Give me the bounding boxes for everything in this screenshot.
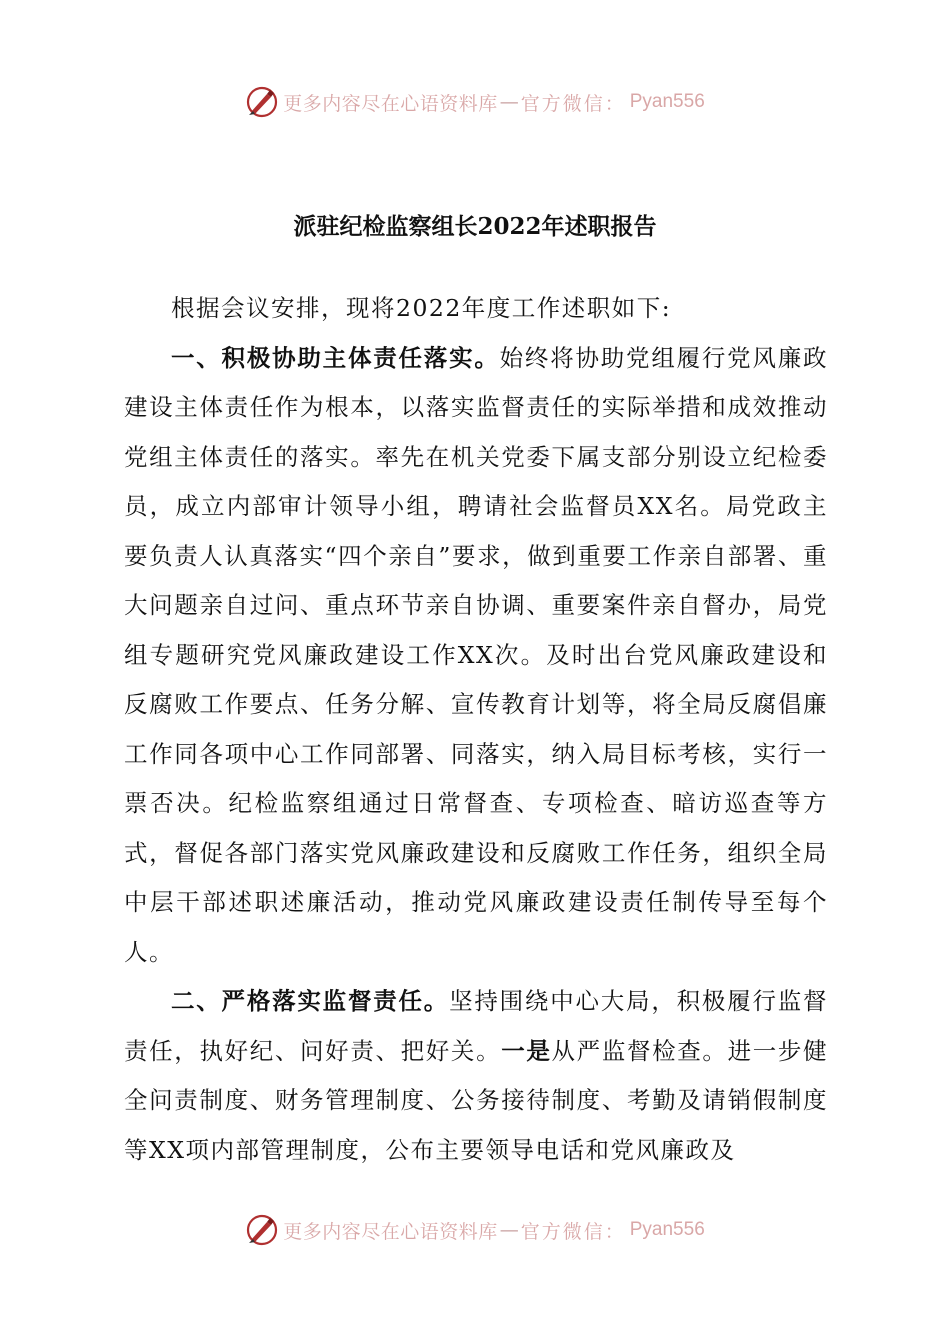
watermark-site-text: 更多内容尽在心语资料库 <box>283 1220 498 1243</box>
section2-body-a: 坚持围绕中心大局，积极履行监督责任，执好纪、问好责、把好关。 <box>124 987 829 1065</box>
watermark-site-text: 更多内容尽在心语资料库 <box>283 92 498 115</box>
watermark-dash: — <box>499 1219 519 1241</box>
document-body <box>124 284 828 1175</box>
section2-heading: 二、严格落实监督责任。 <box>171 987 450 1015</box>
watermark-wechat-label: 官方微信： <box>520 92 626 115</box>
watermark-banner-bottom <box>0 1208 950 1252</box>
section2-paragraph <box>124 977 828 1175</box>
section2-body-c: 从严监督检查。进一步健全问责制度、财务管理制度、公务接待制度、考勤及请销假制度等XX项内部管理制度，公布主要领导电话和党风廉政及 <box>124 1036 829 1164</box>
watermark-dash: — <box>499 91 519 113</box>
watermark-banner-top <box>0 80 950 124</box>
document-title: 派驻纪检监察组长2022年述职报告 <box>293 213 657 240</box>
watermark-wechat-label: 官方微信： <box>520 1220 626 1243</box>
pen-logo-icon <box>245 1213 279 1247</box>
intro-paragraph: 根据会议安排，现将2022年度工作述职如下: <box>171 294 672 322</box>
watermark-wechat-id: Pyan556 <box>629 1219 705 1240</box>
pen-logo-icon <box>245 85 279 119</box>
section2-bold-marker: 一是 <box>501 1036 552 1065</box>
section1-heading: 一、积极协助主体责任落实。 <box>171 343 500 372</box>
section1-paragraph <box>124 334 828 978</box>
watermark-wechat-id: Pyan556 <box>629 91 705 112</box>
section1-body: 始终将协助党组履行党风廉政建设主体责任作为根本，以落实监督责任的实际举措和成效推动党组主体责任的落实。率先在机关党委下属支部分别设立纪检委员，成立内部审计领导小组，聘请社会监督员XX名。局党政主要负责人认真落实“四个亲自”要求，做到重要工作亲自部署、重大问题亲自过问、重点环节亲自协调、重要案件亲自督办，局党组专题研究党风廉政建设工作XX次。及时出台党风廉政建设和反腐败工作要点、任务分解、宣传教育计划等，将全局反腐倡廉工作同各项中心工作同部署、同落实，纳入局目标考核，实行一票否决。纪检监察组通过日常督查、专项检查、暗访巡查等方式，督促各部门落实党风廉政建设和反腐败工作任务，组织全局中层干部述职述廉活动，推动党风廉政建设责任制传导至每个人。 <box>124 343 829 966</box>
